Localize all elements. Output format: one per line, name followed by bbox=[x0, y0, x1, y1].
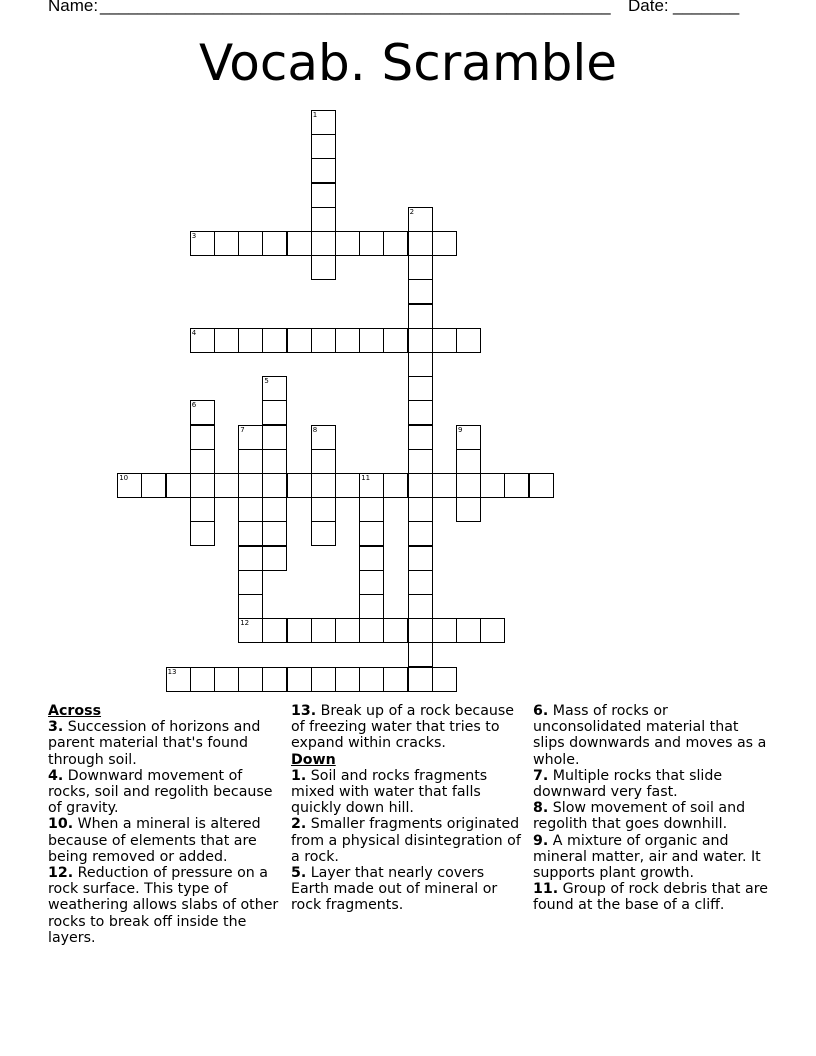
grid-cell[interactable] bbox=[214, 473, 239, 498]
clue-number: 12. bbox=[48, 865, 74, 882]
grid-cell[interactable] bbox=[166, 473, 191, 498]
grid-cell[interactable] bbox=[408, 618, 433, 643]
grid-cell[interactable] bbox=[359, 473, 384, 498]
grid-cell[interactable] bbox=[359, 594, 384, 619]
grid-cell[interactable] bbox=[311, 425, 336, 450]
grid-cell[interactable] bbox=[117, 473, 142, 498]
grid-cell[interactable] bbox=[359, 521, 384, 546]
grid-cell[interactable] bbox=[262, 618, 287, 643]
grid-cell[interactable] bbox=[238, 449, 263, 474]
clue-text: Soil and rocks fragments mixed with water that falls quickly down hill. bbox=[291, 767, 488, 817]
clue-down-5 bbox=[291, 865, 523, 914]
grid-cell[interactable] bbox=[432, 328, 457, 353]
name-line[interactable]: ______________________________________________________ bbox=[100, 0, 611, 15]
down-heading: Down bbox=[291, 751, 336, 768]
grid-cell[interactable] bbox=[311, 158, 336, 183]
clue-down-11 bbox=[533, 881, 768, 913]
clue-across-13 bbox=[291, 703, 523, 752]
grid-cell[interactable] bbox=[408, 425, 433, 450]
clue-number: 4. bbox=[48, 767, 64, 784]
grid-cell-number: 2 bbox=[409, 207, 415, 216]
clues-column-3 bbox=[533, 703, 768, 914]
grid-cell[interactable] bbox=[408, 376, 433, 401]
grid-cell[interactable] bbox=[190, 231, 215, 256]
grid-cell[interactable] bbox=[408, 642, 433, 667]
grid-cell[interactable] bbox=[190, 425, 215, 450]
grid-cell[interactable] bbox=[190, 400, 215, 425]
grid-cell-number: 9 bbox=[458, 425, 463, 434]
clue-text: When a mineral is altered because of elements that are being removed or added. bbox=[48, 816, 261, 865]
grid-cell[interactable] bbox=[408, 546, 433, 571]
grid-cell[interactable] bbox=[238, 594, 263, 619]
clue-text: A mixture of organic and mineral matter, air and water. It supports plant growth. bbox=[533, 832, 761, 882]
clue-text: Mass of rocks or unconsolidated material that slips downwards and moves as a whole. bbox=[533, 703, 767, 768]
grid-cell[interactable] bbox=[287, 328, 312, 353]
grid-cell[interactable] bbox=[408, 521, 433, 546]
grid-cell[interactable] bbox=[359, 618, 384, 643]
clue-text: Break up of a rock because of freezing water that tries to expand within cracks. bbox=[291, 703, 515, 752]
grid-cell[interactable] bbox=[262, 328, 287, 353]
clue-across-12 bbox=[48, 865, 283, 946]
grid-cell[interactable] bbox=[287, 618, 312, 643]
grid-cell[interactable] bbox=[359, 497, 384, 522]
grid-cell[interactable] bbox=[311, 207, 336, 232]
grid-cell[interactable] bbox=[311, 231, 336, 256]
grid-cell[interactable] bbox=[311, 134, 336, 159]
grid-cell[interactable] bbox=[408, 231, 433, 256]
grid-cell[interactable] bbox=[238, 328, 263, 353]
clue-number: 5. bbox=[291, 865, 307, 882]
grid-cell[interactable] bbox=[311, 618, 336, 643]
grid-cell[interactable] bbox=[287, 667, 312, 692]
grid-cell[interactable] bbox=[262, 231, 287, 256]
grid-cell[interactable] bbox=[383, 667, 408, 692]
clue-down-7 bbox=[533, 768, 768, 800]
grid-cell[interactable] bbox=[408, 497, 433, 522]
grid-cell[interactable] bbox=[238, 618, 263, 643]
grid-cell[interactable] bbox=[335, 667, 360, 692]
grid-cell[interactable] bbox=[262, 400, 287, 425]
grid-cell[interactable] bbox=[383, 328, 408, 353]
grid-cell[interactable] bbox=[480, 473, 505, 498]
grid-cell[interactable] bbox=[311, 473, 336, 498]
clue-number: 2. bbox=[291, 816, 307, 833]
clue-text: Downward movement of rocks, soil and regolith because of gravity. bbox=[48, 767, 273, 817]
grid-cell[interactable] bbox=[504, 473, 529, 498]
clue-text: Reduction of pressure on a rock surface. This type of weathering allows slabs of other rocks to break off inside the layers. bbox=[48, 865, 279, 946]
grid-cell[interactable] bbox=[408, 570, 433, 595]
grid-cell[interactable] bbox=[432, 618, 457, 643]
grid-cell[interactable] bbox=[456, 328, 481, 353]
grid-cell[interactable] bbox=[529, 473, 554, 498]
grid-cell[interactable] bbox=[238, 570, 263, 595]
grid-cell[interactable] bbox=[480, 618, 505, 643]
date-label: Date: bbox=[628, 0, 669, 15]
grid-cell[interactable] bbox=[190, 473, 215, 498]
page-title: Vocab. Scramble bbox=[198, 34, 618, 92]
grid-cell[interactable] bbox=[408, 304, 433, 329]
clue-number: 6. bbox=[533, 703, 549, 719]
grid-cell[interactable] bbox=[311, 449, 336, 474]
clue-text: Layer that nearly covers Earth made out of mineral or rock fragments. bbox=[291, 865, 498, 914]
grid-cell[interactable] bbox=[214, 667, 239, 692]
clue-down-8 bbox=[533, 800, 768, 832]
grid-cell-number: 8 bbox=[312, 425, 318, 434]
grid-cell[interactable] bbox=[408, 328, 433, 353]
grid-cell-number: 7 bbox=[240, 425, 245, 434]
clue-number: 7. bbox=[533, 767, 549, 784]
clue-down-9 bbox=[533, 833, 768, 882]
clue-number: 8. bbox=[533, 800, 549, 817]
grid-cell[interactable] bbox=[311, 521, 336, 546]
clues-column-2 bbox=[291, 703, 523, 914]
date-line[interactable]: _______ bbox=[673, 0, 740, 15]
grid-cell-number: 3 bbox=[191, 232, 197, 240]
grid-cell[interactable] bbox=[311, 183, 336, 208]
grid-cell[interactable] bbox=[359, 328, 384, 353]
clue-number: 13. bbox=[291, 703, 317, 719]
clue-down-1 bbox=[291, 768, 523, 817]
grid-cell[interactable] bbox=[238, 546, 263, 571]
name-label: Name: bbox=[48, 0, 99, 15]
grid-cell[interactable] bbox=[311, 255, 336, 280]
grid-cell[interactable] bbox=[262, 425, 287, 450]
grid-cell[interactable] bbox=[359, 231, 384, 256]
grid-cell-number: 13 bbox=[167, 667, 177, 676]
grid-cell[interactable] bbox=[311, 497, 336, 522]
grid-cell[interactable] bbox=[408, 352, 433, 377]
grid-cell[interactable] bbox=[359, 667, 384, 692]
clue-down-6 bbox=[533, 703, 768, 768]
grid-cell[interactable] bbox=[262, 473, 287, 498]
grid-cell[interactable] bbox=[262, 449, 287, 474]
grid-cell[interactable] bbox=[335, 618, 360, 643]
grid-cell[interactable] bbox=[262, 521, 287, 546]
grid-cell[interactable] bbox=[214, 231, 239, 256]
grid-cell[interactable] bbox=[238, 231, 263, 256]
grid-cell[interactable] bbox=[456, 473, 481, 498]
clue-text: Succession of horizons and parent material that's found through soil. bbox=[48, 719, 261, 768]
grid-cell[interactable] bbox=[238, 425, 263, 450]
grid-cell[interactable] bbox=[408, 279, 433, 304]
clue-number: 3. bbox=[48, 719, 64, 736]
clue-across-10 bbox=[48, 816, 283, 865]
clue-across-4 bbox=[48, 768, 283, 817]
grid-cell-number: 10 bbox=[119, 474, 129, 482]
grid-cell[interactable] bbox=[456, 449, 481, 474]
clues-column-1 bbox=[48, 703, 283, 946]
grid-cell-number: 4 bbox=[191, 328, 197, 337]
grid-cell[interactable] bbox=[383, 231, 408, 256]
clue-text: Group of rock debris that are found at the base of a cliff. bbox=[533, 881, 768, 914]
grid-cell[interactable] bbox=[238, 497, 263, 522]
grid-cell[interactable] bbox=[456, 497, 481, 522]
grid-cell[interactable] bbox=[262, 376, 287, 401]
clue-across-3 bbox=[48, 719, 283, 768]
grid-cell[interactable] bbox=[408, 207, 433, 232]
grid-cell[interactable] bbox=[214, 328, 239, 353]
grid-cell[interactable] bbox=[141, 473, 166, 498]
grid-cell[interactable] bbox=[456, 425, 481, 450]
clue-down-2 bbox=[291, 816, 523, 865]
grid-cell[interactable] bbox=[456, 618, 481, 643]
grid-cell[interactable] bbox=[238, 473, 263, 498]
grid-cell[interactable] bbox=[408, 449, 433, 474]
grid-cell[interactable] bbox=[262, 667, 287, 692]
grid-cell[interactable] bbox=[432, 667, 457, 692]
grid-cell-number: 1 bbox=[312, 111, 318, 119]
grid-cell[interactable] bbox=[311, 667, 336, 692]
grid-cell[interactable] bbox=[287, 231, 312, 256]
grid-cell[interactable] bbox=[335, 328, 360, 353]
grid-cell[interactable] bbox=[408, 667, 433, 692]
grid-cell-number: 6 bbox=[191, 401, 197, 410]
grid-cell[interactable] bbox=[238, 521, 263, 546]
grid-cell-number: 12 bbox=[240, 619, 250, 628]
grid-cell[interactable] bbox=[311, 110, 336, 135]
grid-cell[interactable] bbox=[262, 497, 287, 522]
grid-cell[interactable] bbox=[432, 231, 457, 256]
clue-text: Smaller fragments originated from a physical disintegration of a rock. bbox=[291, 816, 521, 865]
grid-cell[interactable] bbox=[335, 473, 360, 498]
grid-cell[interactable] bbox=[359, 570, 384, 595]
grid-cell[interactable] bbox=[432, 473, 457, 498]
grid-cell[interactable] bbox=[359, 546, 384, 571]
grid-cell[interactable] bbox=[190, 449, 215, 474]
grid-cell[interactable] bbox=[262, 546, 287, 571]
grid-cell[interactable] bbox=[190, 667, 215, 692]
clue-number: 9. bbox=[533, 832, 549, 849]
clue-number: 11. bbox=[533, 881, 559, 898]
grid-cell[interactable] bbox=[190, 497, 215, 522]
grid-cell[interactable] bbox=[408, 255, 433, 280]
clue-text: Multiple rocks that slide downward very fast. bbox=[533, 767, 723, 801]
grid-cell[interactable] bbox=[383, 473, 408, 498]
grid-cell[interactable] bbox=[311, 328, 336, 353]
clue-text: Slow movement of soil and regolith that goes downhill. bbox=[533, 800, 746, 833]
grid-cell[interactable] bbox=[408, 473, 433, 498]
grid-cell[interactable] bbox=[408, 594, 433, 619]
grid-cell[interactable] bbox=[383, 618, 408, 643]
grid-cell-number: 5 bbox=[264, 377, 269, 386]
grid-cell[interactable] bbox=[190, 328, 215, 353]
grid-cell[interactable] bbox=[287, 473, 312, 498]
clue-number: 1. bbox=[291, 767, 307, 784]
across-heading: Across bbox=[48, 703, 102, 719]
grid-cell-number: 11 bbox=[361, 474, 371, 482]
grid-cell[interactable] bbox=[238, 667, 263, 692]
grid-cell[interactable] bbox=[408, 400, 433, 425]
grid-cell[interactable] bbox=[335, 231, 360, 256]
clue-number: 10. bbox=[48, 816, 74, 833]
grid-cell[interactable] bbox=[190, 521, 215, 546]
grid-cell[interactable] bbox=[166, 667, 191, 692]
